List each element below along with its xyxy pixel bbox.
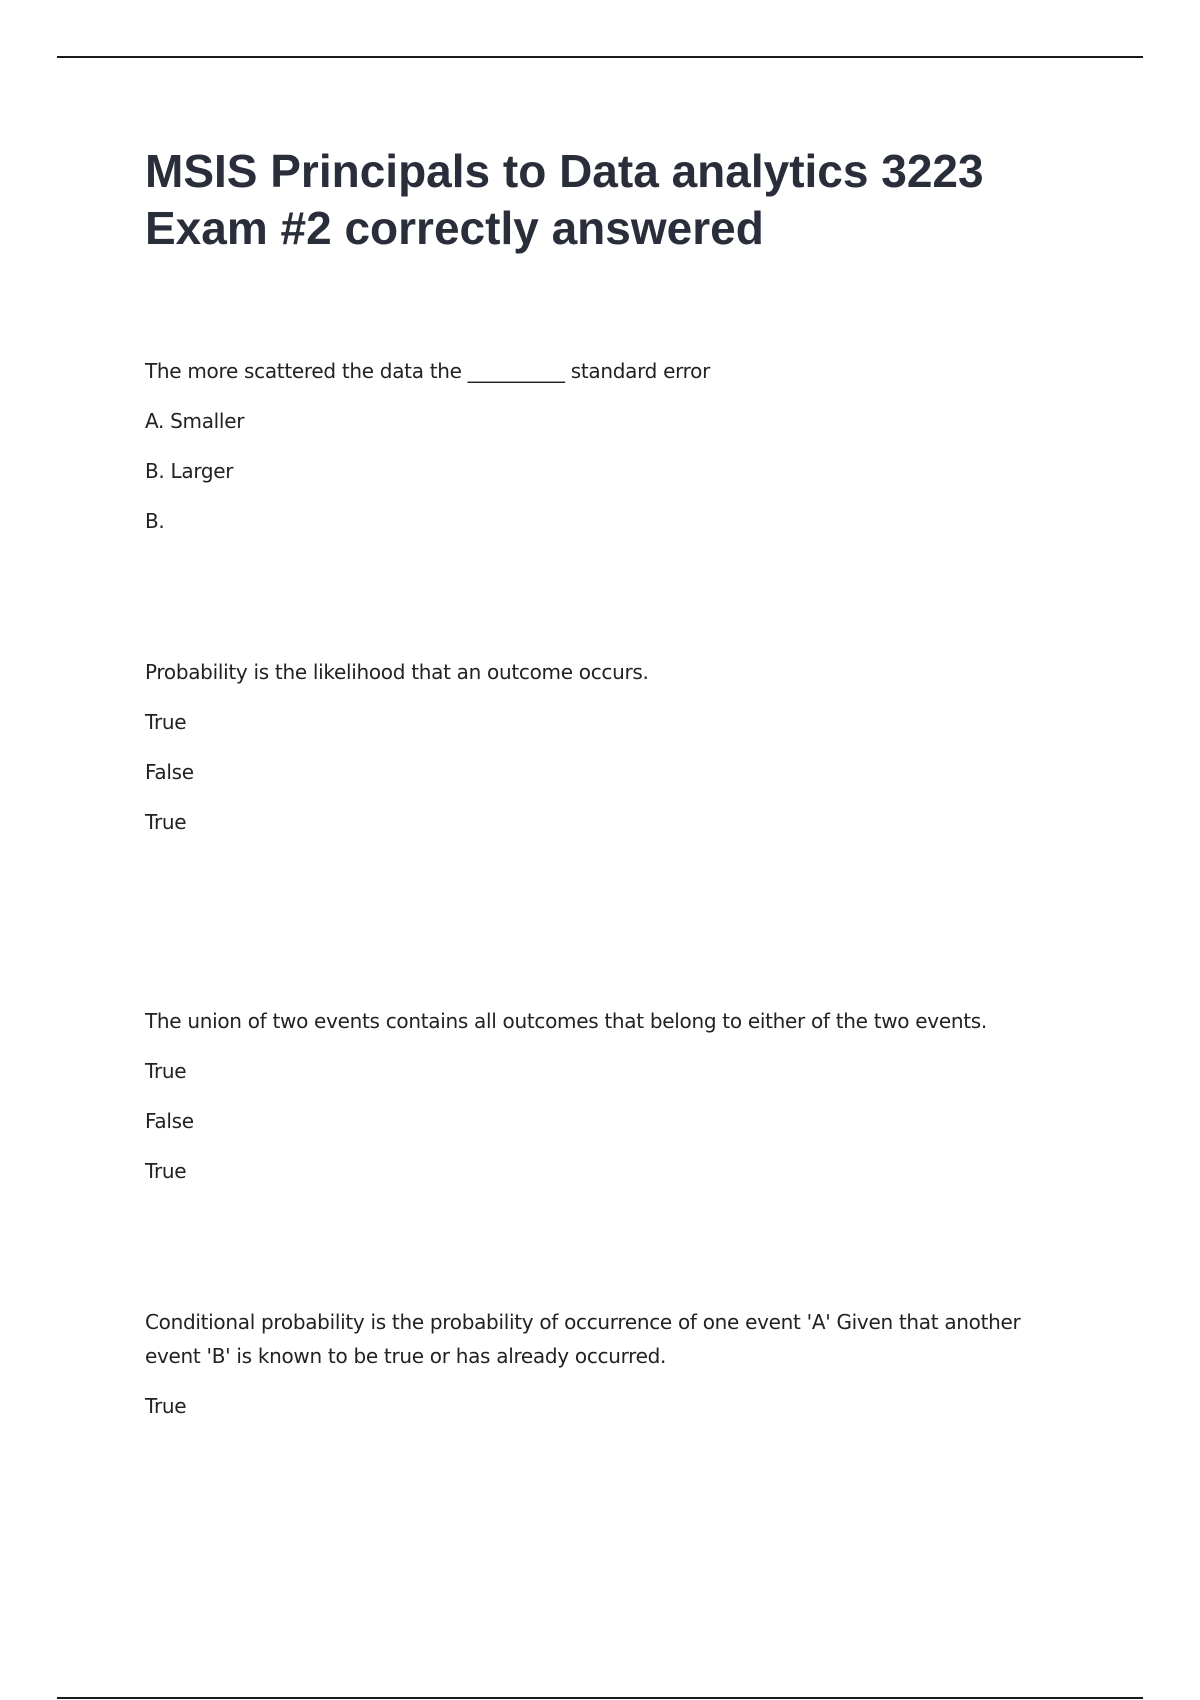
option-line: False bbox=[145, 760, 194, 784]
answer-line: True bbox=[145, 1159, 187, 1183]
question-prompt: The more scattered the data the __________ standard error bbox=[145, 359, 711, 383]
answer-line: True bbox=[145, 810, 187, 834]
option-line: True bbox=[145, 710, 187, 734]
question-prompt: Probability is the likelihood that an outcome occurs. bbox=[145, 660, 649, 684]
option-line: A. Smaller bbox=[145, 409, 245, 433]
question-3 bbox=[145, 1004, 1045, 1188]
option-line: True bbox=[145, 1059, 187, 1083]
bottom-rule bbox=[57, 1697, 1143, 1699]
document-title: MSIS Principals to Data analytics 3223 Exam #2 correctly answered bbox=[145, 145, 984, 254]
answer-line: True bbox=[145, 1394, 187, 1418]
top-rule bbox=[57, 56, 1143, 58]
question-2 bbox=[145, 655, 1045, 839]
question-1 bbox=[145, 354, 1045, 538]
question-prompt: Conditional probability is the probability of occurrence of one event 'A' Given that another event 'B' is known to be true or has already occurred. bbox=[145, 1310, 1021, 1368]
answer-line: B. bbox=[145, 509, 165, 533]
option-line: B. Larger bbox=[145, 459, 234, 483]
option-line: False bbox=[145, 1109, 194, 1133]
question-prompt: The union of two events contains all outcomes that belong to either of the two events. bbox=[145, 1009, 987, 1033]
question-4 bbox=[145, 1305, 1045, 1423]
